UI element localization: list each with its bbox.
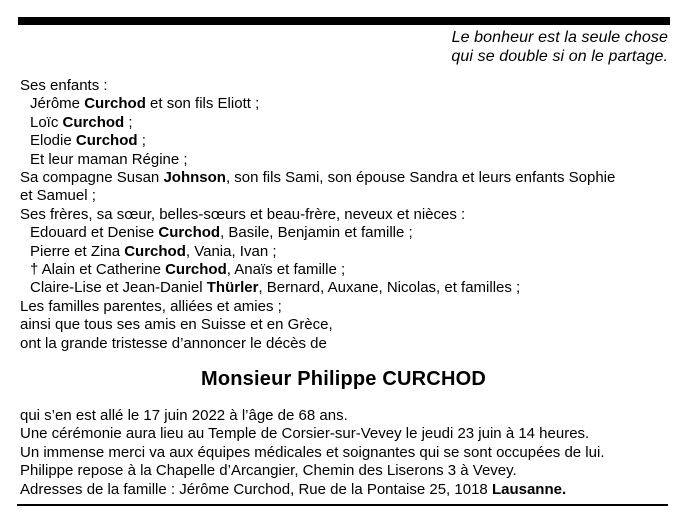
text-line bbox=[20, 95, 678, 113]
text-segment: Pierre et Zina bbox=[30, 242, 125, 260]
emphasized-name-segment: Curchod bbox=[75, 132, 138, 150]
epigraph-quote bbox=[451, 28, 668, 66]
text-segment: , Bernard, Auxane, Nicolas, et familles ; bbox=[258, 279, 521, 297]
text-segment: et Samuel ; bbox=[20, 187, 96, 205]
text-line bbox=[20, 316, 678, 334]
text-segment: † Alain et Catherine bbox=[30, 261, 166, 279]
text-segment: , son fils Sami, son épouse Sandra et leurs enfants Sophie bbox=[225, 169, 616, 187]
text-line bbox=[20, 407, 678, 425]
deceased-name-title: Monsieur Philippe CURCHOD bbox=[200, 368, 486, 390]
bottom-divider-rule bbox=[17, 504, 668, 506]
text-line bbox=[20, 481, 678, 499]
text-segment: Claire-Lise et Jean-Daniel bbox=[30, 279, 207, 297]
text-line bbox=[20, 444, 678, 462]
text-segment: qui s’en est allé le 17 juin 2022 à l’âge de 68 ans. bbox=[20, 407, 348, 424]
text-line bbox=[20, 187, 678, 205]
text-segment: Edouard et Denise bbox=[30, 224, 159, 242]
emphasized-name-segment: Curchod bbox=[62, 113, 125, 131]
text-line bbox=[20, 243, 678, 261]
text-segment: Une cérémonie aura lieu au Temple de Corsier-sur-Vevey le jeudi 23 juin à 14 heures. bbox=[20, 425, 590, 443]
text-line bbox=[20, 261, 678, 279]
text-line bbox=[20, 206, 678, 224]
text-line bbox=[20, 425, 678, 443]
text-line bbox=[20, 151, 678, 169]
text-segment: et son fils Eliott ; bbox=[145, 95, 260, 113]
text-segment: Ses enfants : bbox=[20, 77, 108, 94]
text-segment: Philippe repose à la Chapelle d’Arcangier, Chemin des Liserons 3 à Vevey. bbox=[20, 462, 517, 480]
emphasized-name-segment: Curchod bbox=[158, 224, 221, 242]
text-line bbox=[20, 462, 678, 480]
emphasized-name-segment: Thürler bbox=[206, 279, 259, 297]
quote-line-2: qui se double si on le partage. bbox=[451, 48, 668, 65]
text-segment: Elodie bbox=[30, 132, 76, 150]
text-segment: , Basile, Benjamin et famille ; bbox=[220, 224, 413, 242]
top-divider-bar bbox=[18, 17, 670, 25]
text-line bbox=[20, 114, 678, 132]
text-segment: ont la grande tristesse d’annoncer le décès de bbox=[20, 334, 327, 352]
quote-line-1: Le bonheur est la seule chose bbox=[451, 29, 668, 46]
emphasized-name-segment: Curchod bbox=[124, 242, 186, 260]
text-segment: Sa compagne Susan bbox=[20, 169, 164, 187]
text-segment: , Anaïs et famille ; bbox=[226, 261, 346, 279]
text-segment: ; bbox=[124, 113, 133, 131]
emphasized-name-segment: Johnson bbox=[163, 169, 226, 187]
text-segment: ainsi que tous ses amis en Suisse et en Grèce, bbox=[20, 316, 333, 334]
text-line bbox=[20, 279, 678, 297]
text-line bbox=[20, 77, 678, 95]
text-segment: Ses frères, sa sœur, belles-sœurs et beau-frère, neveux et nièces : bbox=[20, 205, 466, 223]
text-segment: , Vania, Ivan ; bbox=[185, 242, 277, 260]
text-line bbox=[20, 224, 678, 242]
text-segment: Loïc bbox=[30, 113, 63, 131]
ceremony-details-text bbox=[20, 407, 678, 499]
text-line bbox=[20, 335, 678, 353]
text-segment: Jérôme bbox=[30, 95, 85, 113]
family-announcement-text bbox=[20, 77, 678, 353]
text-line bbox=[20, 132, 678, 150]
text-segment: ; bbox=[137, 132, 146, 150]
text-line bbox=[20, 298, 678, 316]
text-segment: Et leur maman Régine ; bbox=[30, 150, 188, 168]
emphasized-name-segment: Curchod bbox=[165, 261, 227, 279]
text-segment: Adresses de la famille : Jérôme Curchod, Rue de la Pontaise 25, 1018 bbox=[20, 480, 492, 498]
text-line bbox=[20, 169, 678, 187]
emphasized-name-segment: Curchod bbox=[84, 95, 146, 113]
text-segment: Un immense merci va aux équipes médicales et soignantes qui se sont occupées de lui. bbox=[20, 443, 605, 461]
emphasized-name-segment: Lausanne. bbox=[491, 480, 567, 498]
text-segment: Les familles parentes, alliées et amies ; bbox=[20, 297, 282, 315]
